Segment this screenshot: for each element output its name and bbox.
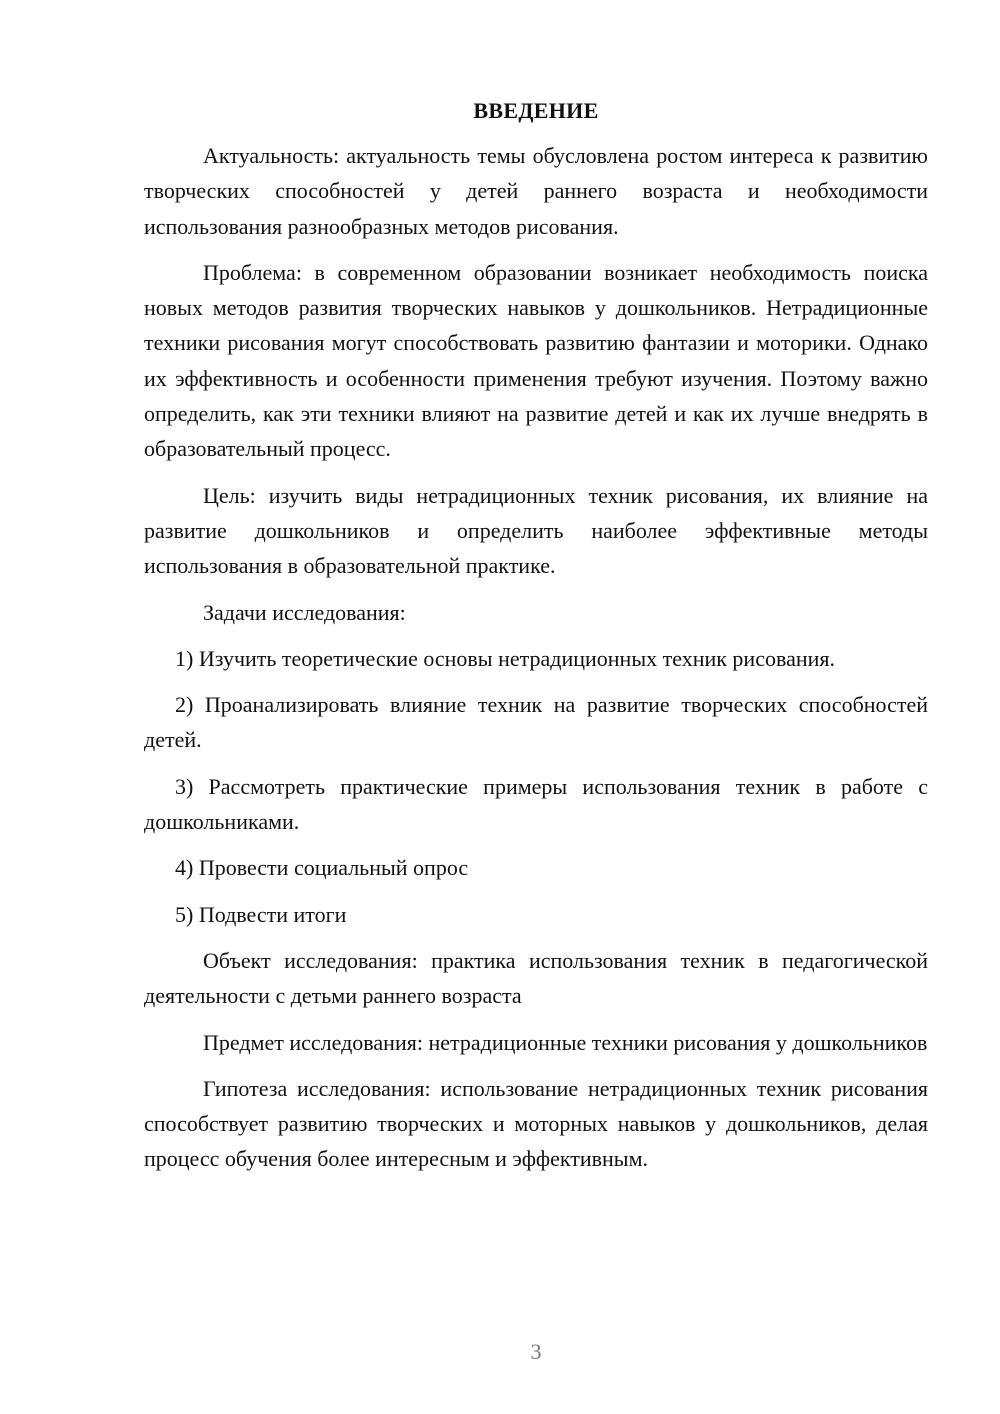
paragraph-relevance: Актуальность: актуальность темы обусловлена ростом интереса к развитию творческих способностей у детей раннего возраста и необходимости использования разнообразных методов рисования. [144, 143, 928, 239]
task-item-3: 3) Рассмотреть практические примеры использования техник в работе с дошкольниками. [144, 773, 928, 835]
text-body [144, 93, 928, 1177]
task-item-1: 1) Изучить теоретические основы нетрадиционных техник рисования. [175, 645, 835, 671]
page-number: 3 [530, 1339, 542, 1364]
paragraph-hypothesis: Гипотеза исследования: использование нетрадиционных техник рисования способствует развитию творческих и моторных навыков у дошкольников, делая процесс обучения более интересным и эффективным. [144, 1075, 928, 1172]
paragraph-problem: Проблема: в современном образовании возникает необходимость поиска новых методов развития творческих навыков у дошкольников. Нетрадиционные техники рисования могут способствовать развитию фантазии и моторики. Однако их эффективность и особенности применения требуют изучения. Поэтому важно определить, как эти техники влияют на развитие детей и как их лучше внедрять в образовательный процесс. [144, 259, 928, 462]
paragraph-object: Объект исследования: практика использования техник в педагогической деятельности с детьми раннего возраста [144, 947, 928, 1009]
tasks-heading: Задачи исследования: [203, 599, 406, 625]
task-item-4: 4) Провести социальный опрос [175, 855, 469, 881]
task-item-2: 2) Проанализировать влияние техник на развитие творческих способностей детей. [144, 692, 928, 753]
section-heading: ВВЕДЕНИЕ [473, 98, 599, 123]
paragraph-goal: Цель: изучить виды нетрадиционных техник рисования, их влияние на развитие дошкольников и определить наиболее эффективные методы использования в образовательной практике. [144, 482, 928, 579]
paragraph-subject: Предмет исследования: нетрадиционные техники рисования у дошкольников [203, 1029, 928, 1055]
task-item-5: 5) Подвести итоги [175, 901, 347, 927]
